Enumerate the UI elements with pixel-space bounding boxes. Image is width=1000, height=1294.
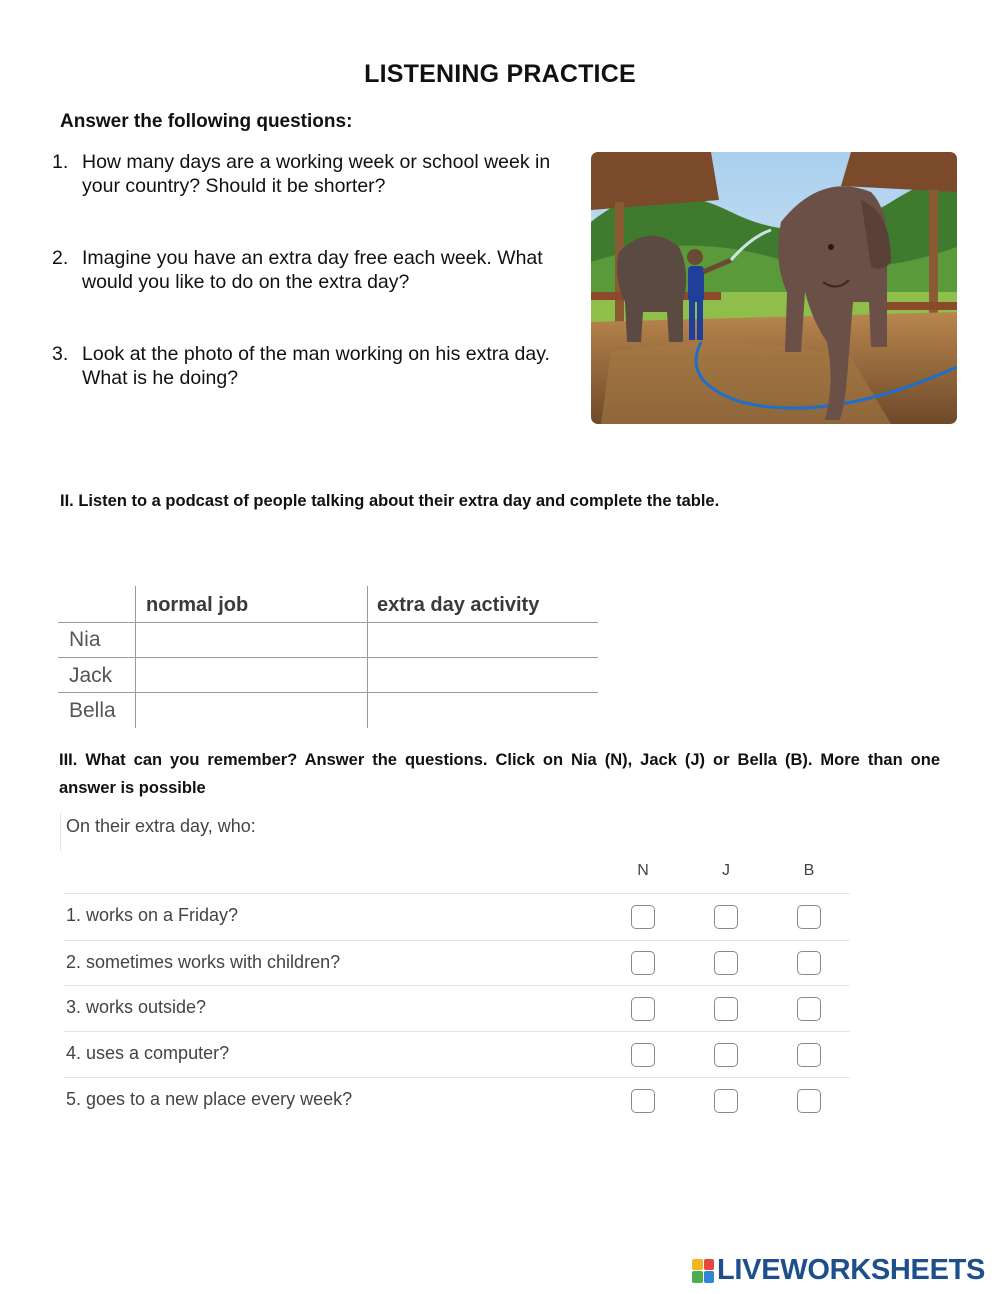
table-divider [58,622,598,623]
column-header-j: J [722,862,730,879]
checkbox-q2-nia[interactable] [631,951,655,975]
section3-instruction-line2: answer is possible [59,779,206,797]
divider [60,813,61,851]
checkbox-q4-jack[interactable] [714,1043,738,1067]
question-number: 3. [52,343,69,365]
checkbox-q2-bella[interactable] [797,951,821,975]
checkbox-q5-bella[interactable] [797,1089,821,1113]
question-text: How many days are a working week or school week in your country? Should it be shorter? [82,151,551,197]
row-divider [64,1077,850,1078]
table-row-label: Bella [69,699,116,722]
quiz-question: 3. works outside? [66,997,207,1017]
checkbox-q3-jack[interactable] [714,997,738,1021]
checkbox-q1-nia[interactable] [631,905,655,929]
column-header-b: B [803,862,815,879]
logo-mark-icon [692,1259,714,1283]
quiz-question: 5. goes to a new place every week? [66,1089,353,1109]
quiz-question: 1. works on a Friday? [66,905,239,925]
elephant-photo [591,152,957,424]
checkbox-q4-nia[interactable] [631,1043,655,1067]
table-row-label: Nia [69,628,101,651]
row-divider [64,985,850,986]
checkbox-q5-jack[interactable] [714,1089,738,1113]
section3-instruction [59,746,940,802]
question-item [52,150,562,198]
quiz-question: 4. uses a computer? [66,1043,230,1063]
table-header-normal-job: normal job [146,594,249,616]
checkbox-q1-jack[interactable] [714,905,738,929]
row-divider [64,1031,850,1032]
section2-instruction: II. Listen to a podcast of people talking about their extra day and complete the table. [60,492,720,510]
checkbox-q2-jack[interactable] [714,951,738,975]
column-header-n: N [637,862,649,879]
question-number: 2. [52,247,69,269]
question-text: Imagine you have an extra day free each week. What would you like to do on the extra day? [82,247,543,293]
checkbox-q5-nia[interactable] [631,1089,655,1113]
checkbox-q3-bella[interactable] [797,997,821,1021]
logo-text: LIVEWORKSHEETS [717,1254,986,1286]
table-row-label: Jack [69,664,113,687]
quiz-question: 2. sometimes works with children? [66,952,341,972]
checkbox-q4-bella[interactable] [797,1043,821,1067]
quiz-intro: On their extra day, who: [66,816,256,836]
table-divider [58,657,598,658]
question-text: Look at the photo of the man working on his extra day. What is he doing? [82,343,550,389]
answer-table [58,586,598,728]
question-number: 1. [52,151,69,173]
row-divider [64,893,850,894]
table-divider [58,692,598,693]
page-title: LISTENING PRACTICE [364,60,636,88]
question-item [52,246,562,294]
table-header-extra-day: extra day activity [377,594,540,616]
checkbox-q3-nia[interactable] [631,997,655,1021]
section1-instruction: Answer the following questions: [60,111,353,132]
section3-instruction-line1: III. What can you remember? Answer the questions. Click on Nia (N), Jack (J) or Bella (B). More than one [59,751,940,769]
row-divider [64,940,850,941]
liveworksheets-logo [692,1254,985,1287]
question-item [52,342,562,390]
checkbox-q1-bella[interactable] [797,905,821,929]
